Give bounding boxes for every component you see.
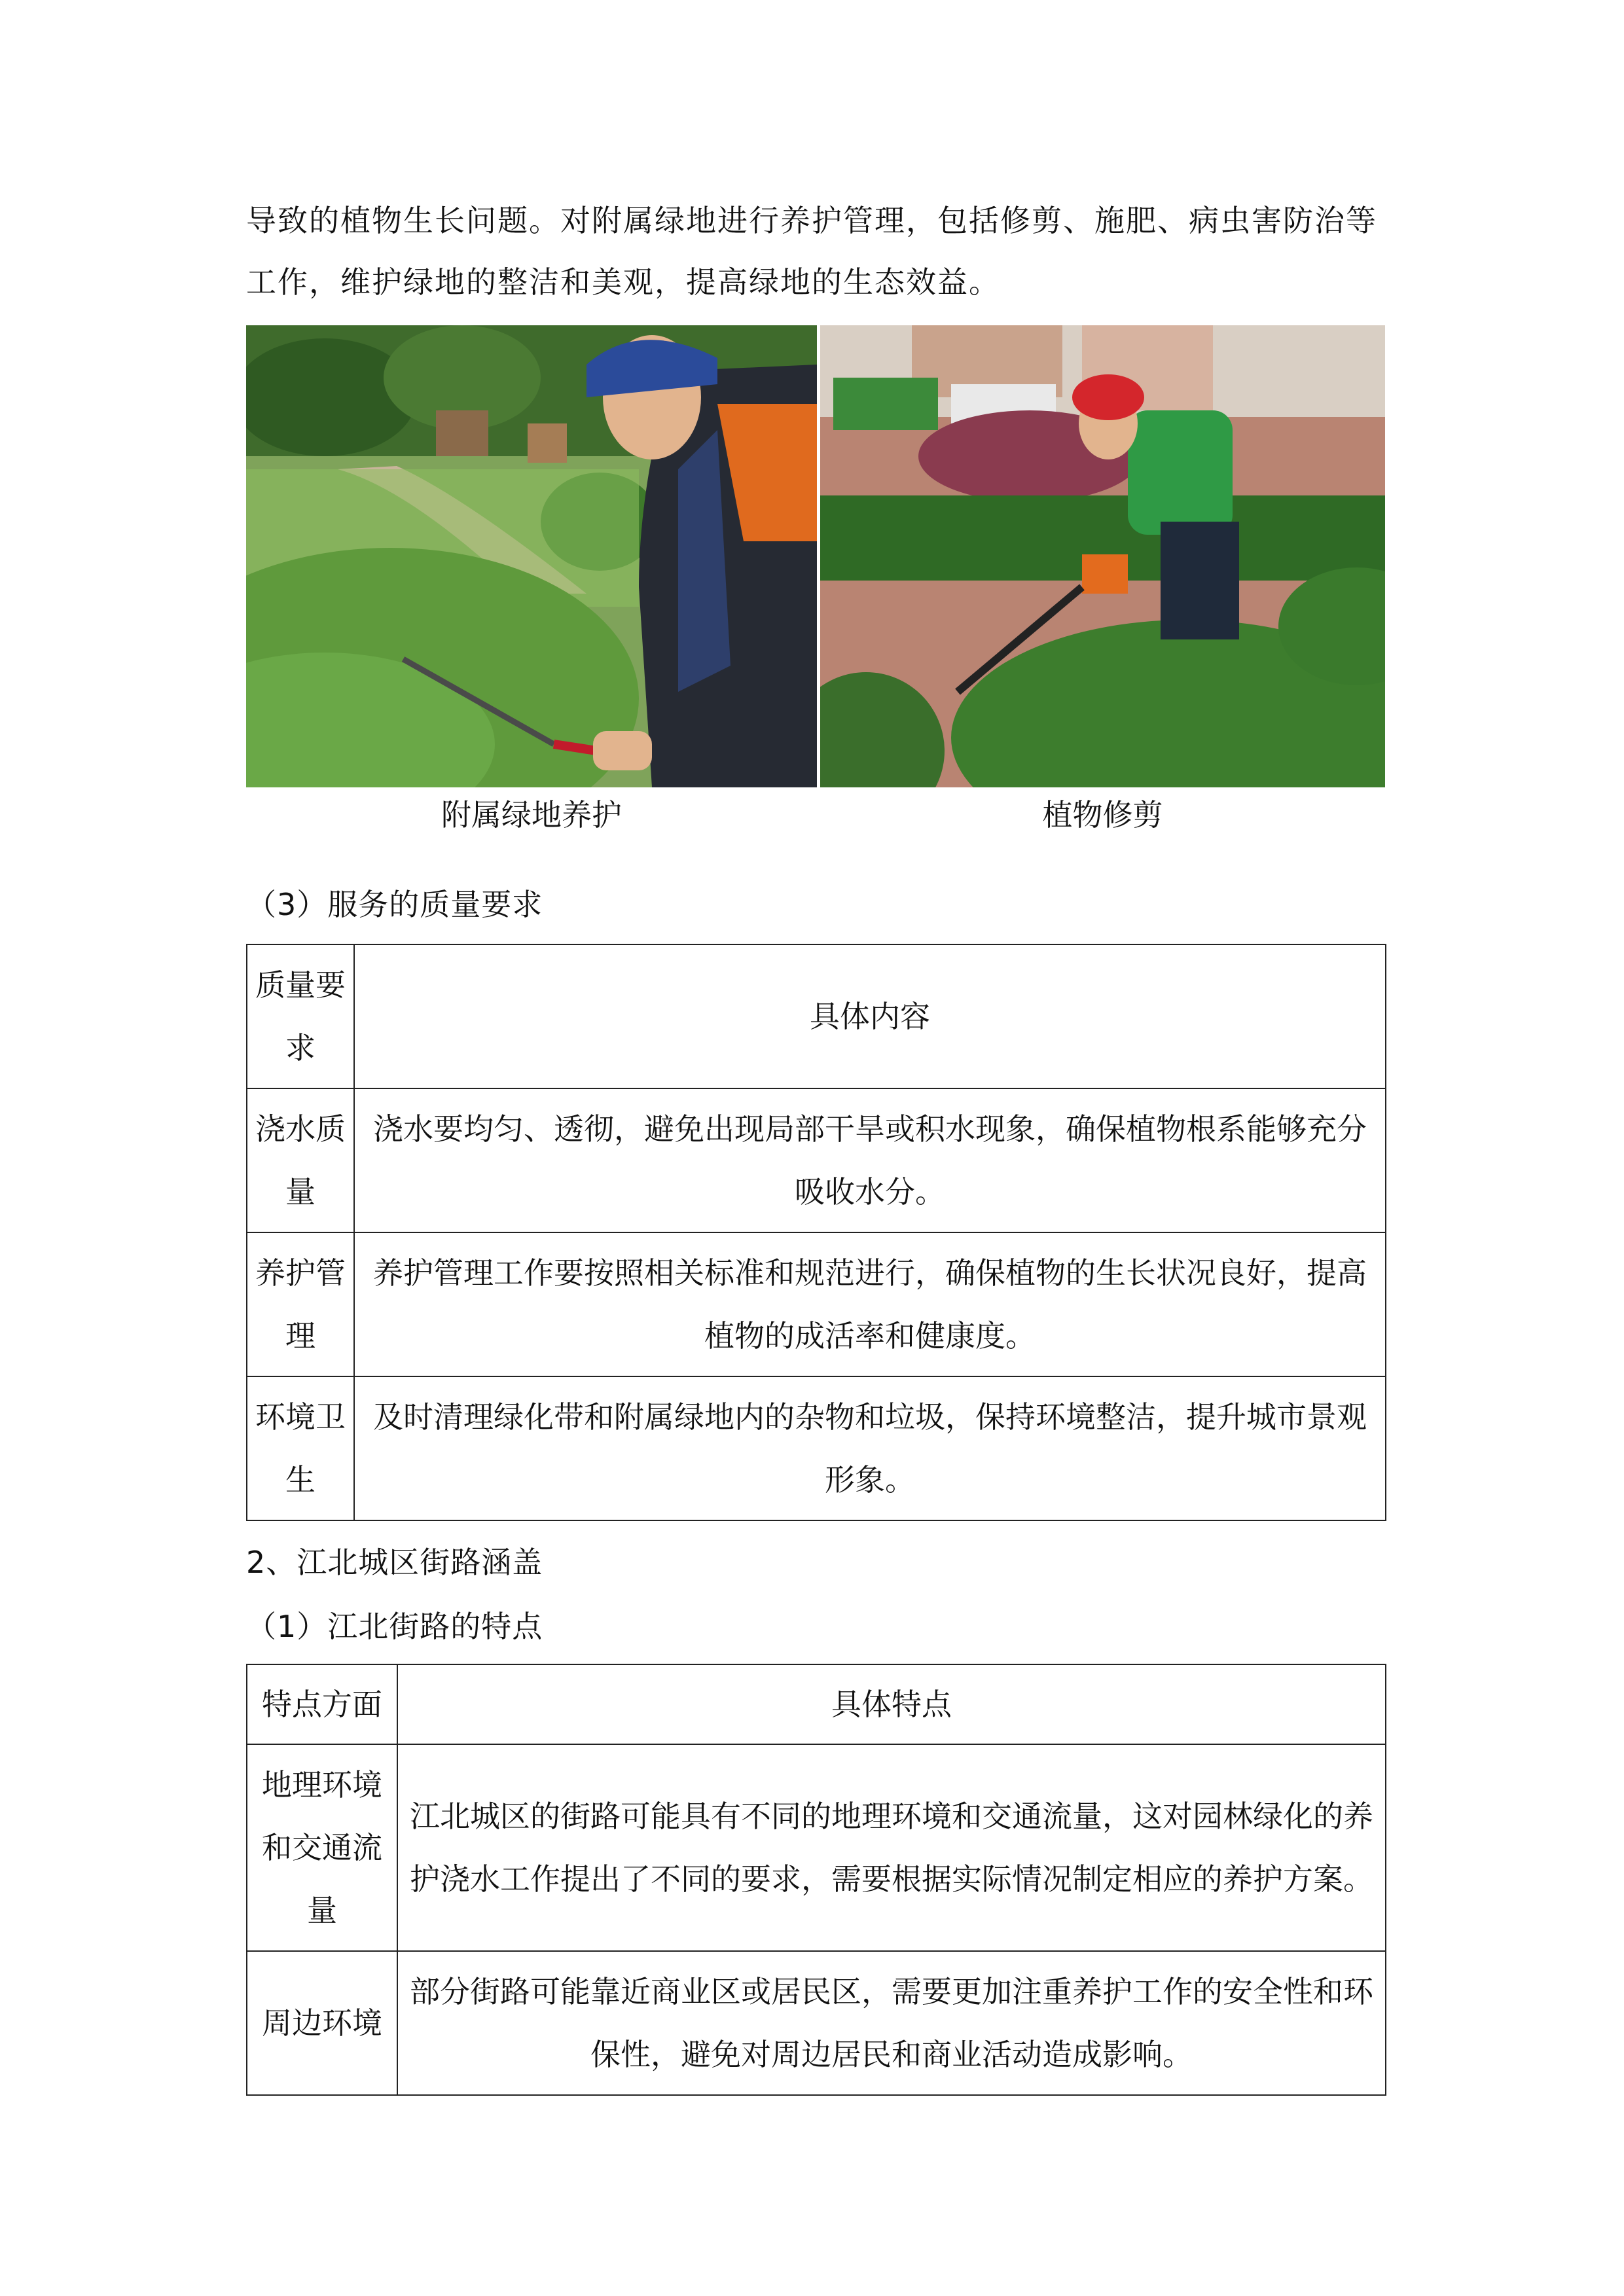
quality-table-header-row [247, 944, 1386, 1088]
quality-table-header-col1: 质量要求 [247, 944, 354, 1088]
row-content: 江北城区的街路可能具有不同的地理环境和交通流量，这对园林绿化的养护浇水工作提出了不同的要求，需要根据实际情况制定相应的养护方案。 [397, 1744, 1386, 1951]
photo-row [246, 325, 1385, 787]
photo-caption-right: 植物修剪 [1042, 797, 1163, 833]
table-row [247, 1376, 1386, 1520]
hedge-shears-worker-photo [246, 325, 817, 787]
row-label: 浇水质量 [247, 1088, 354, 1232]
row-content: 及时清理绿化带和附属绿地内的杂物和垃圾，保持环境整洁，提升城市景观形象。 [354, 1376, 1386, 1520]
row-label: 养护管理 [247, 1232, 354, 1376]
row-content: 养护管理工作要按照相关标准和规范进行，确保植物的生长状况良好，提高植物的成活率和健康度。 [354, 1232, 1386, 1376]
row-content: 浇水要均匀、透彻，避免出现局部干旱或积水现象，确保植物根系能够充分吸收水分。 [354, 1088, 1386, 1232]
row-label: 环境卫生 [247, 1376, 354, 1520]
hedge-trimmer-worker-photo [820, 325, 1385, 787]
row-label: 周边环境 [247, 1951, 397, 2095]
streets-table-header-col2: 具体特点 [397, 1664, 1386, 1744]
quality-table-header-col2: 具体内容 [354, 944, 1386, 1088]
streets-table [246, 1664, 1386, 2096]
streets-table-header-row [247, 1664, 1386, 1744]
section-quality-heading: （3）服务的质量要求 [246, 887, 543, 922]
section-streets-heading: 2、江北城区街路涵盖 [246, 1545, 543, 1580]
table-row [247, 1744, 1386, 1951]
intro-paragraph: 导致的植物生长问题。对附属绿地进行养护管理，包括修剪、施肥、病虫害防治等工作，维护绿地的整洁和美观，提高绿地的生态效益。 [246, 203, 1377, 300]
row-content: 部分街路可能靠近商业区或居民区，需要更加注重养护工作的安全性和环保性，避免对周边居民和商业活动造成影响。 [397, 1951, 1386, 2095]
section-streets-subheading: （1）江北街路的特点 [246, 1609, 543, 1644]
streets-table-header-col1: 特点方面 [247, 1664, 397, 1744]
row-label: 地理环境和交通流量 [247, 1744, 397, 1951]
quality-table [246, 944, 1386, 1521]
table-row [247, 1951, 1386, 2095]
table-row [247, 1232, 1386, 1376]
photo-caption-left: 附属绿地养护 [441, 797, 622, 833]
table-row [247, 1088, 1386, 1232]
